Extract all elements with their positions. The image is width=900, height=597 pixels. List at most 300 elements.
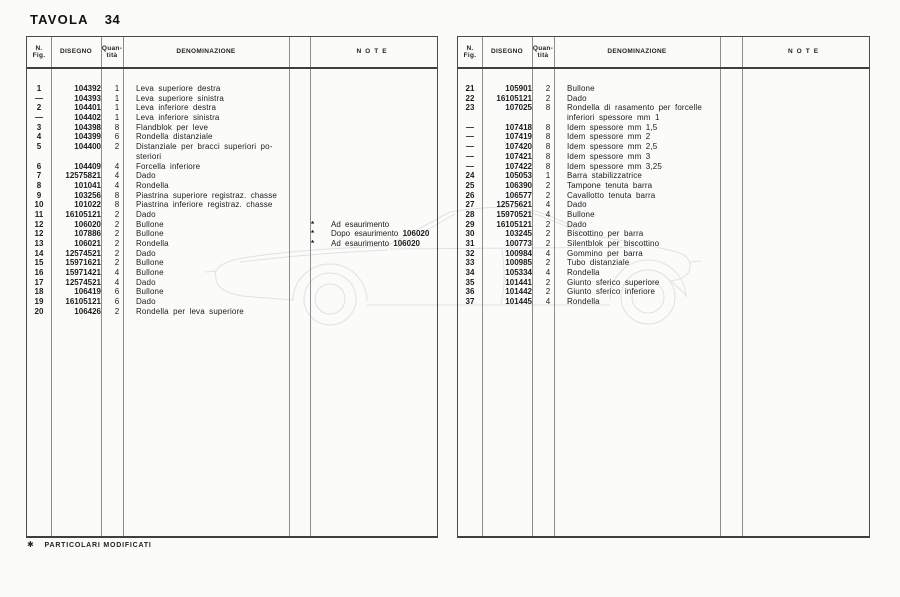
- disegno-cell: 105053: [505, 171, 532, 181]
- note-cell: [323, 210, 437, 220]
- fig-cell: 33: [465, 258, 475, 268]
- note-cell: [754, 191, 869, 201]
- denominazione-cell: Dado: [567, 200, 587, 210]
- note-mark-cell: [733, 94, 754, 104]
- qty-cell: 8: [545, 151, 551, 161]
- denominazione-cell: Cavallotto tenuta barra: [567, 190, 656, 200]
- note-mark-cell: [302, 200, 323, 210]
- table-row: [27, 132, 437, 142]
- fig-cell: [27, 152, 51, 162]
- disegno-cell: 101022: [74, 200, 101, 210]
- qty-cell: 2: [114, 142, 120, 152]
- note-mark-cell: [733, 229, 754, 239]
- note-cell: Ad esaurimento: [331, 219, 390, 229]
- denominazione-cell: Barra stabilizzatrice: [567, 171, 642, 181]
- qty-cell: 4: [114, 161, 120, 171]
- note-cell: [323, 162, 437, 172]
- fig-cell: 9: [36, 190, 42, 200]
- note-cell: [754, 297, 869, 307]
- column-header-qty: Quan- tità: [532, 44, 554, 59]
- note-cell: Dopo esaurimento 106020: [331, 229, 430, 239]
- denominazione-cell: Rondella per leva superiore: [136, 306, 244, 316]
- note-cell: [323, 152, 437, 162]
- disegno-cell: 105901: [505, 84, 532, 93]
- table-row: [27, 297, 437, 307]
- note-mark-cell: [302, 94, 323, 104]
- table-row: [27, 113, 437, 123]
- note-mark-cell: [733, 258, 754, 268]
- note-cell: [323, 94, 437, 104]
- fig-cell: 35: [465, 277, 475, 287]
- note-cell: Ad esaurimento 106020: [331, 239, 420, 248]
- table-row: [27, 181, 437, 191]
- table-row: [458, 94, 869, 104]
- note-mark-cell: [302, 278, 323, 288]
- page-title: [30, 12, 120, 27]
- note-mark-cell: [733, 287, 754, 297]
- note-cell: [323, 297, 437, 307]
- footnote: [27, 541, 152, 549]
- note-cell: [754, 239, 869, 249]
- fig-cell: —: [466, 132, 474, 142]
- table-row: [458, 152, 869, 162]
- note-cell: [754, 181, 869, 191]
- disegno-cell: 103256: [74, 190, 101, 200]
- qty-cell: 8: [545, 161, 551, 171]
- note-mark-cell: [302, 171, 323, 181]
- note-cell: [323, 84, 437, 94]
- table-row: [458, 84, 869, 94]
- disegno-cell: 104402: [74, 113, 101, 123]
- denominazione-cell: Tubo distanziale: [567, 258, 630, 268]
- denominazione-cell: Giunto sferico superiore: [567, 277, 660, 287]
- denominazione-cell: Rondella: [136, 239, 169, 248]
- note-mark-cell: [302, 132, 323, 142]
- disegno-cell: 16105121: [496, 219, 532, 229]
- note-mark-cell: [733, 152, 754, 162]
- fig-cell: 36: [465, 287, 475, 297]
- qty-cell: 8: [114, 200, 120, 210]
- table-row: [27, 249, 437, 259]
- fig-cell: 32: [465, 248, 475, 258]
- table-row: [458, 191, 869, 201]
- table-body-right: [458, 69, 869, 307]
- note-cell: [323, 249, 437, 259]
- column-header-qty: Quan- tità: [101, 44, 123, 59]
- note-mark-cell: [302, 287, 323, 297]
- fig-cell: 26: [465, 190, 475, 200]
- note-mark-cell: [302, 191, 323, 201]
- fig-cell: 14: [34, 248, 44, 258]
- disegno-cell: 107886: [74, 229, 101, 239]
- qty-cell: 2: [114, 306, 120, 316]
- denominazione-cell: Flandblok per leve: [136, 122, 209, 132]
- disegno-cell: 104393: [74, 93, 101, 103]
- table-row: [27, 142, 437, 152]
- fig-cell: 25: [465, 180, 475, 190]
- denominazione-cell: Rondella: [567, 268, 600, 278]
- fig-cell: 30: [465, 229, 475, 239]
- fig-cell: 6: [36, 161, 42, 171]
- note-cell: [754, 278, 869, 288]
- table-row: [27, 268, 437, 278]
- note-mark-cell: [302, 162, 323, 172]
- note-mark-cell: [733, 162, 754, 172]
- qty-cell: 2: [545, 239, 551, 248]
- fig-cell: 34: [465, 268, 475, 278]
- fig-cell: —: [466, 142, 474, 152]
- note-cell: [754, 249, 869, 259]
- table-row: [458, 132, 869, 142]
- table-row: [27, 307, 437, 317]
- disegno-cell: 100985: [505, 258, 532, 268]
- note-mark-cell: [302, 103, 323, 113]
- disegno-cell: 100984: [505, 248, 532, 258]
- disegno-cell: 106426: [74, 306, 101, 316]
- table-row: [458, 113, 869, 123]
- table-row: [458, 142, 869, 152]
- column-header-disegno: DISEGNO: [490, 48, 524, 56]
- denominazione-cell: Bullone: [136, 287, 164, 297]
- denominazione-cell: Tampone tenuta barra: [567, 180, 653, 190]
- disegno-cell: 104392: [74, 84, 101, 93]
- note-cell: [323, 142, 437, 152]
- note-cell: [754, 132, 869, 142]
- denominazione-cell: Forcella inferiore: [136, 161, 201, 171]
- note-cell: [754, 210, 869, 220]
- note-mark-cell: [733, 249, 754, 259]
- qty-cell: 1: [114, 84, 120, 93]
- note-mark-cell: [302, 152, 323, 162]
- denominazione-cell: Distanziale per bracci superiori po-: [136, 142, 273, 152]
- table-header-row: [458, 37, 869, 69]
- denominazione-cell: Piastrina superiore registraz. chasse: [136, 190, 277, 200]
- qty-cell: 6: [114, 297, 120, 307]
- note-cell: [754, 220, 869, 230]
- qty-cell: 4: [545, 248, 551, 258]
- note-mark-cell: [733, 191, 754, 201]
- disegno-cell: 104400: [74, 142, 101, 152]
- fig-cell: —: [466, 151, 474, 161]
- note-mark-cell: [302, 113, 323, 123]
- denominazione-cell: Piastrina inferiore registraz. chasse: [136, 200, 273, 210]
- denominazione-cell: Idem spessore mm 2: [567, 132, 651, 142]
- fig-cell: 13: [34, 239, 44, 248]
- denominazione-cell: Rondella: [567, 297, 600, 307]
- fig-cell: [458, 113, 482, 123]
- note-mark-cell: *: [310, 229, 315, 239]
- table-row: [27, 210, 437, 220]
- footnote-text: PARTICOLARI MODIFICATI: [44, 541, 152, 549]
- note-cell: [754, 162, 869, 172]
- denominazione-cell: Biscottino per barra: [567, 229, 644, 239]
- qty-cell: 4: [545, 297, 551, 307]
- note-cell: [754, 152, 869, 162]
- qty-cell: 2: [545, 287, 551, 297]
- parts-table-left: [26, 36, 438, 538]
- denominazione-cell: Bullone: [136, 268, 164, 278]
- note-mark-cell: [302, 249, 323, 259]
- denominazione-cell: Rondella di rasamento per forcelle: [567, 103, 702, 113]
- qty-cell: 2: [545, 277, 551, 287]
- disegno-cell: 107025: [505, 103, 532, 113]
- note-mark-cell: [302, 258, 323, 268]
- note-mark-cell: [302, 307, 323, 317]
- denominazione-cell: Idem spessore mm 3: [567, 151, 651, 161]
- qty-cell: 2: [545, 93, 551, 103]
- denominazione-cell: Bullone: [136, 258, 164, 268]
- denominazione-cell: Idem spessore mm 3,25: [567, 161, 662, 171]
- disegno-cell: 106390: [505, 180, 532, 190]
- table-row: [458, 287, 869, 297]
- note-cell: [754, 94, 869, 104]
- qty-cell: [106, 152, 128, 162]
- qty-cell: 2: [114, 219, 120, 229]
- denominazione-cell: Dado: [136, 277, 156, 287]
- fig-cell: 31: [465, 239, 475, 248]
- disegno-cell: 15971621: [65, 258, 101, 268]
- table-row: [27, 258, 437, 268]
- note-cell: [323, 103, 437, 113]
- table-row: [458, 123, 869, 133]
- table-row: [27, 229, 437, 239]
- denominazione-cell: Dado: [567, 93, 587, 103]
- denominazione-cell: Bullone: [567, 209, 595, 219]
- fig-cell: —: [466, 122, 474, 132]
- qty-cell: 1: [114, 103, 120, 113]
- note-mark-cell: [733, 268, 754, 278]
- qty-cell: 2: [545, 180, 551, 190]
- fig-cell: 23: [465, 103, 475, 113]
- note-mark-cell: [733, 220, 754, 230]
- note-mark-cell: [302, 181, 323, 191]
- fig-cell: —: [35, 93, 43, 103]
- column-header-note: NOTE: [787, 48, 823, 56]
- qty-cell: 8: [545, 132, 551, 142]
- qty-cell: 1: [114, 93, 120, 103]
- table-row: [458, 171, 869, 181]
- disegno-cell: 106577: [505, 190, 532, 200]
- qty-cell: 4: [545, 200, 551, 210]
- denominazione-cell: inferiori spessore mm 1: [567, 113, 660, 123]
- note-cell: [754, 142, 869, 152]
- disegno-cell: [482, 113, 537, 123]
- qty-cell: 2: [545, 219, 551, 229]
- column-header-denominazione: DENOMINAZIONE: [176, 48, 236, 56]
- disegno-cell: 15971421: [65, 268, 101, 278]
- note-cell: [754, 258, 869, 268]
- denominazione-cell: Dado: [136, 209, 156, 219]
- fig-cell: 16: [34, 268, 44, 278]
- qty-cell: 4: [545, 268, 551, 278]
- qty-cell: 6: [114, 132, 120, 142]
- denominazione-cell: Leva superiore sinistra: [136, 93, 224, 103]
- table-row: [27, 220, 437, 230]
- denominazione-cell: Leva superiore destra: [136, 84, 221, 93]
- disegno-cell: 107418: [505, 122, 532, 132]
- note-cell: [754, 171, 869, 181]
- fig-cell: 27: [465, 200, 475, 210]
- table-row: [27, 103, 437, 113]
- disegno-cell: [51, 152, 106, 162]
- note-cell: [323, 132, 437, 142]
- column-header-fig: N. Fig.: [463, 44, 477, 59]
- fig-cell: 12: [34, 219, 44, 229]
- disegno-cell: 106419: [74, 287, 101, 297]
- qty-cell: 2: [114, 239, 120, 248]
- disegno-cell: 12575621: [496, 200, 532, 210]
- column-header-fig: N. Fig.: [32, 44, 46, 59]
- note-cell: [754, 287, 869, 297]
- qty-cell: 4: [114, 180, 120, 190]
- note-mark-cell: [733, 210, 754, 220]
- disegno-cell: 16105121: [65, 209, 101, 219]
- disegno-cell: 16105121: [65, 297, 101, 307]
- note-mark-cell: [733, 84, 754, 94]
- qty-cell: 2: [545, 229, 551, 239]
- qty-cell: 2: [114, 248, 120, 258]
- denominazione-cell: Giunto sferico inferiore: [567, 287, 656, 297]
- qty-cell: 8: [114, 122, 120, 132]
- disegno-cell: 107420: [505, 142, 532, 152]
- note-cell: [323, 278, 437, 288]
- disegno-cell: 12574521: [65, 248, 101, 258]
- table-row: [27, 84, 437, 94]
- denominazione-cell: Dado: [136, 171, 156, 181]
- disegno-cell: 104409: [74, 161, 101, 171]
- fig-cell: 1: [36, 84, 42, 93]
- disegno-cell: 104401: [74, 103, 101, 113]
- table-row: [27, 287, 437, 297]
- note-cell: [323, 171, 437, 181]
- note-cell: [754, 229, 869, 239]
- table-row: [27, 191, 437, 201]
- denominazione-cell: Bullone: [567, 84, 595, 93]
- table-header-row: [27, 37, 437, 69]
- page-title-number: 34: [104, 12, 121, 27]
- fig-cell: 19: [34, 297, 44, 307]
- denominazione-cell: Idem spessore mm 2,5: [567, 142, 658, 152]
- disegno-cell: 100773: [505, 239, 532, 248]
- qty-cell: 4: [545, 209, 551, 219]
- qty-cell: 2: [545, 84, 551, 93]
- disegno-cell: 104399: [74, 132, 101, 142]
- fig-cell: 24: [465, 171, 475, 181]
- disegno-cell: 12575821: [65, 171, 101, 181]
- denominazione-cell: Dado: [567, 219, 587, 229]
- table-row: [27, 123, 437, 133]
- disegno-cell: 104398: [74, 122, 101, 132]
- fig-cell: 7: [36, 171, 42, 181]
- disegno-cell: 101041: [74, 180, 101, 190]
- note-cell: [754, 200, 869, 210]
- qty-cell: 2: [545, 258, 551, 268]
- denominazione-cell: Dado: [136, 248, 156, 258]
- qty-cell: 1: [545, 171, 551, 181]
- fig-cell: 11: [34, 209, 44, 219]
- column-header-denominazione: DENOMINAZIONE: [607, 48, 667, 56]
- note-mark-cell: [733, 278, 754, 288]
- page-title-word: TAVOLA: [30, 12, 89, 27]
- qty-cell: 8: [545, 122, 551, 132]
- table-row: [458, 229, 869, 239]
- table-row: [27, 200, 437, 210]
- table-row: [27, 94, 437, 104]
- disegno-cell: 15970521: [496, 209, 532, 219]
- fig-cell: 29: [465, 219, 475, 229]
- qty-cell: 8: [545, 142, 551, 152]
- note-mark-cell: [733, 113, 754, 123]
- table-row: [458, 103, 869, 113]
- column-header-disegno: DISEGNO: [59, 48, 93, 56]
- fig-cell: —: [466, 161, 474, 171]
- qty-cell: 4: [114, 268, 120, 278]
- fig-cell: 8: [36, 180, 42, 190]
- fig-cell: 17: [34, 277, 44, 287]
- note-cell: [323, 181, 437, 191]
- disegno-cell: 107419: [505, 132, 532, 142]
- denominazione-cell: Silentblok per biscottino: [567, 239, 660, 248]
- fig-cell: 21: [465, 84, 475, 93]
- note-cell: [323, 123, 437, 133]
- fig-cell: 28: [465, 209, 475, 219]
- disegno-cell: 103245: [505, 229, 532, 239]
- denominazione-cell: Gommino per barra: [567, 248, 643, 258]
- note-cell: [323, 113, 437, 123]
- fig-cell: 2: [36, 103, 42, 113]
- qty-cell: 8: [545, 103, 551, 113]
- disegno-cell: 106020: [74, 219, 101, 229]
- modified-parts-asterisk-icon: ✱: [27, 540, 35, 549]
- table-row: [458, 278, 869, 288]
- table-row: [458, 162, 869, 172]
- note-mark-cell: [302, 123, 323, 133]
- note-cell: [323, 258, 437, 268]
- qty-cell: 2: [114, 229, 120, 239]
- note-mark-cell: [302, 142, 323, 152]
- table-row: [458, 297, 869, 307]
- denominazione-cell: Leva inferiore sinistra: [136, 113, 220, 123]
- fig-cell: —: [35, 113, 43, 123]
- note-mark-cell: [302, 297, 323, 307]
- disegno-cell: 107422: [505, 161, 532, 171]
- disegno-cell: 106021: [74, 239, 101, 248]
- note-mark-cell: [302, 210, 323, 220]
- denominazione-cell: Idem spessore mm 1,5: [567, 122, 658, 132]
- qty-cell: 8: [114, 190, 120, 200]
- table-row: [27, 278, 437, 288]
- denominazione-cell: Dado: [136, 297, 156, 307]
- note-mark-cell: [302, 268, 323, 278]
- denominazione-cell: Bullone: [136, 229, 164, 239]
- note-cell: [323, 191, 437, 201]
- note-mark-cell: [302, 84, 323, 94]
- note-cell: [754, 103, 869, 113]
- fig-cell: 20: [34, 306, 44, 316]
- table-row: [27, 152, 437, 162]
- note-mark-cell: [733, 171, 754, 181]
- note-mark-cell: [733, 200, 754, 210]
- note-mark-cell: [733, 142, 754, 152]
- qty-cell: 2: [114, 209, 120, 219]
- fig-cell: 10: [34, 200, 44, 210]
- disegno-cell: 101445: [505, 297, 532, 307]
- table-row: [458, 239, 869, 249]
- qty-cell: 4: [114, 277, 120, 287]
- disegno-cell: 101441: [505, 277, 532, 287]
- qty-cell: 4: [114, 171, 120, 181]
- fig-cell: 22: [465, 93, 475, 103]
